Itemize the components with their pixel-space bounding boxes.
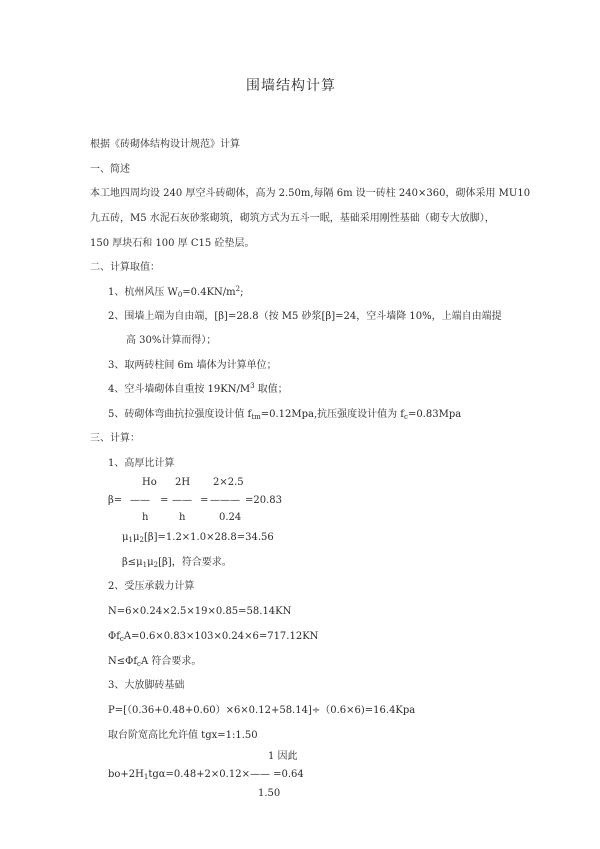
value-item-4-text: 4、空斗墙砌体自重按 19KN/M — [108, 384, 251, 395]
calc-heading-foundation: 3、大放脚砖基础 — [108, 680, 185, 691]
eq1-fraction-bar-3: ——— — [210, 495, 240, 506]
n-compare-end: A 符合要求。 — [140, 656, 202, 667]
mu-sub-2: 2 — [139, 536, 144, 544]
mu-equation — [122, 531, 274, 544]
document-title: 围墙结构计算 — [246, 78, 336, 94]
n-equation: N=6×0.24×2.5×19×0.85=58.14KN — [108, 606, 292, 617]
value-item-5-sub-1: tm — [251, 413, 261, 421]
phi-sub: c — [119, 635, 124, 643]
eq1-result: =20.83 — [245, 495, 283, 506]
value-item-1-sub: 0 — [177, 291, 183, 299]
phi-value: A=0.6×0.83×103×0.24×6=717.12KN — [123, 631, 319, 642]
section-heading-values: 二、计算取值： — [90, 262, 160, 273]
value-item-5 — [108, 408, 461, 421]
value-item-1 — [108, 286, 244, 299]
mu-symbol-2: μ — [132, 532, 140, 543]
value-item-2-line-1: 2、围墙上端为自由端，[β]=28.8（按 M5 砂浆[β]=24，空斗墙降 10%，上端自由端提 — [108, 311, 502, 322]
overview-line-1: 本工地四周均设 240 厚空斗砖砌体，高为 2.50m,每隔 6m 设一砖柱 240×360，砌体采用 MU10 — [90, 188, 531, 199]
n-compare-sub: c — [137, 660, 141, 668]
value-item-4-sup: 3 — [250, 382, 255, 390]
check-text-1: β≤μ — [122, 557, 143, 568]
overview-line-2: 九五砖，M5 水泥石灰砂浆砌筑，砌筑方式为五斗一眠，基础采用刚性基础（砌专大放脚）， — [90, 213, 495, 224]
eq1-denominator-3: 0.24 — [219, 512, 242, 523]
basis-line: 根据《砖砌体结构设计规范》计算 — [90, 139, 240, 150]
eq2-line — [108, 768, 304, 781]
eq1-denominator-2: h — [179, 512, 186, 523]
eq1-fraction-bar-1: —— — [130, 495, 150, 506]
value-item-1-end: ; — [240, 287, 244, 298]
phi-text: Φf — [108, 631, 120, 642]
mu-sub-1: 1 — [128, 536, 133, 544]
eq1-equals-2: = — [200, 495, 209, 506]
eq2-lhs: bo+2H — [108, 769, 144, 780]
value-item-5-sub-2: c — [404, 413, 408, 421]
calc-heading-bearing: 2、受压承载力计算 — [108, 581, 195, 592]
mu-value: [β]=1.2×1.0×28.8=34.56 — [143, 532, 274, 543]
eq1-numerator-3: 2×2.5 — [213, 477, 244, 488]
overview-line-3: 150 厚块石和 100 厚 C15 砼垫层。 — [90, 238, 255, 249]
eq1-equals-1: = — [160, 495, 169, 506]
value-item-4-end: 取值； — [254, 384, 288, 395]
value-item-1-text: 1、杭州风压 W — [108, 287, 178, 298]
eq1-numerator-2: 2H — [175, 477, 191, 488]
slenderness-check — [122, 556, 232, 569]
n-compare — [108, 655, 201, 668]
eq1-fraction-bar-2: —— — [172, 495, 192, 506]
value-item-3: 3、取两砖柱间 6m 墙体为计算单位； — [108, 360, 277, 371]
value-item-1-sup: 2 — [235, 285, 241, 293]
ratio-line: 取台阶宽高比允许值 tgx=1:1.50 — [108, 730, 258, 741]
check-text-3: [β]，符合要求。 — [158, 557, 232, 568]
value-item-5-text: 5、砖砌体弯曲抗拉强度设计值 f — [108, 409, 252, 420]
eq1-denominator-1: h — [142, 512, 149, 523]
mu-symbol-1: μ — [122, 532, 129, 543]
n-compare-text: N≤Φf — [108, 656, 138, 667]
value-item-5-end: =0.83Mpa — [407, 409, 462, 420]
eq2-rhs: tgα=0.48+2×0.12×—— =0.64 — [148, 769, 304, 780]
eq2-sub: 1 — [143, 773, 149, 781]
value-item-2-line-2: 高 30%计算而得）； — [126, 335, 217, 346]
phi-equation — [108, 630, 318, 643]
section-heading-overview: 一、简述 — [90, 164, 130, 175]
eq1-lhs: β= — [108, 495, 123, 506]
eq2-numerator: 1 因此 — [268, 751, 298, 762]
value-item-5-mid: =0.12Mpa,抗压强度设计值为 f — [260, 409, 405, 420]
value-item-4 — [108, 383, 288, 396]
check-sub-1: 1 — [142, 561, 148, 569]
eq1-numerator-1: Ho — [142, 477, 157, 488]
section-heading-calc: 三、计算： — [90, 433, 140, 444]
check-text-2: μ — [147, 557, 154, 568]
eq2-denominator: 1.50 — [258, 788, 281, 799]
calc-heading-slenderness: 1、高厚比计算 — [108, 458, 175, 469]
value-item-1-value: =0.4KN/m — [182, 287, 236, 298]
pressure-equation: P=[（0.36+0.48+0.60）×6×0.12+58.14]÷（0.6×6)=16.4Kpa — [108, 705, 416, 716]
check-sub-2: 2 — [153, 561, 159, 569]
